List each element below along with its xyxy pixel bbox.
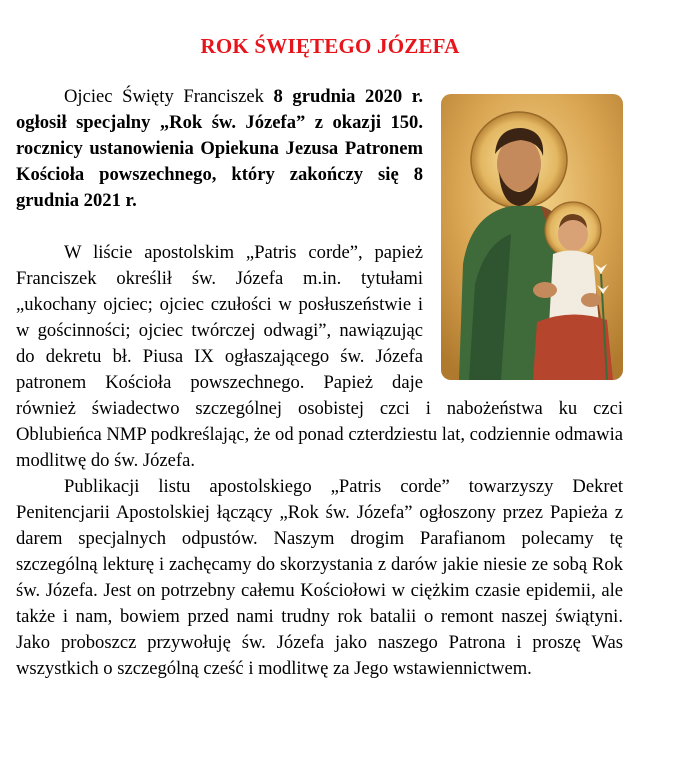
- document-body: [16, 84, 623, 682]
- document-title: ROK ŚWIĘTEGO JÓZEFA: [200, 34, 460, 58]
- paragraph-announcement-lead: Ojciec Święty Franciszek: [64, 86, 274, 107]
- icon-image-frame: [437, 88, 623, 380]
- st-joseph-icon: [441, 94, 623, 380]
- paragraph-announcement-bold: 8 grudnia 2020 r. ogłosił specjalny „Rok św. Józefa” z okazji 150. rocznicy ustanowienia Opiekuna Jezusa Patronem Kościoła powszechnego, który zakończy się 8 grudnia 2021 r.: [16, 86, 423, 211]
- paragraph-patris-corde: W liście apostolskim „Patris corde”, papież Franciszek określił św. Józefa m.in. tytułami „ukochany ojciec; ojciec czułości w posłuszeństwie i w gościnności; ojciec twórczej odwagi”, nawiązując do dekretu bł. Piusa IX ogłaszającego św. Józefa patronem Kościoła powszechnego. Papież daje również świadectwo szczególnej osobistej czci i nabożeństwa ku czci Oblubieńca NMP podkreślając, że od ponad czterdziestu lat, codziennie odmawia modlitwę do św. Józefa.: [16, 242, 624, 471]
- paragraph-parish-appeal: Publikacji listu apostolskiego „Patris corde” towarzyszy Dekret Penitencjarii Apostolskiej łączący „Rok św. Józefa” ogłoszony przez Papieża z darem specjalnych odpustów. Naszym drogim Parafianom polecamy tę szczególną lekturę i zachęcamy do skorzystania z darów jakie niesie ze sobą Rok św. Józefa. Jest on potrzebny całemu Kościołowi w ciężkim czasie epidemii, ale także i nam, bowiem przed nami trudny rok batalii o remont naszej świątyni. Jako proboszcz przywołuję św. Józefa jako naszego Patrona i proszę Was wszystkich o szczególną cześć i modlitwę za Jego wstawiennictwem.: [16, 476, 623, 679]
